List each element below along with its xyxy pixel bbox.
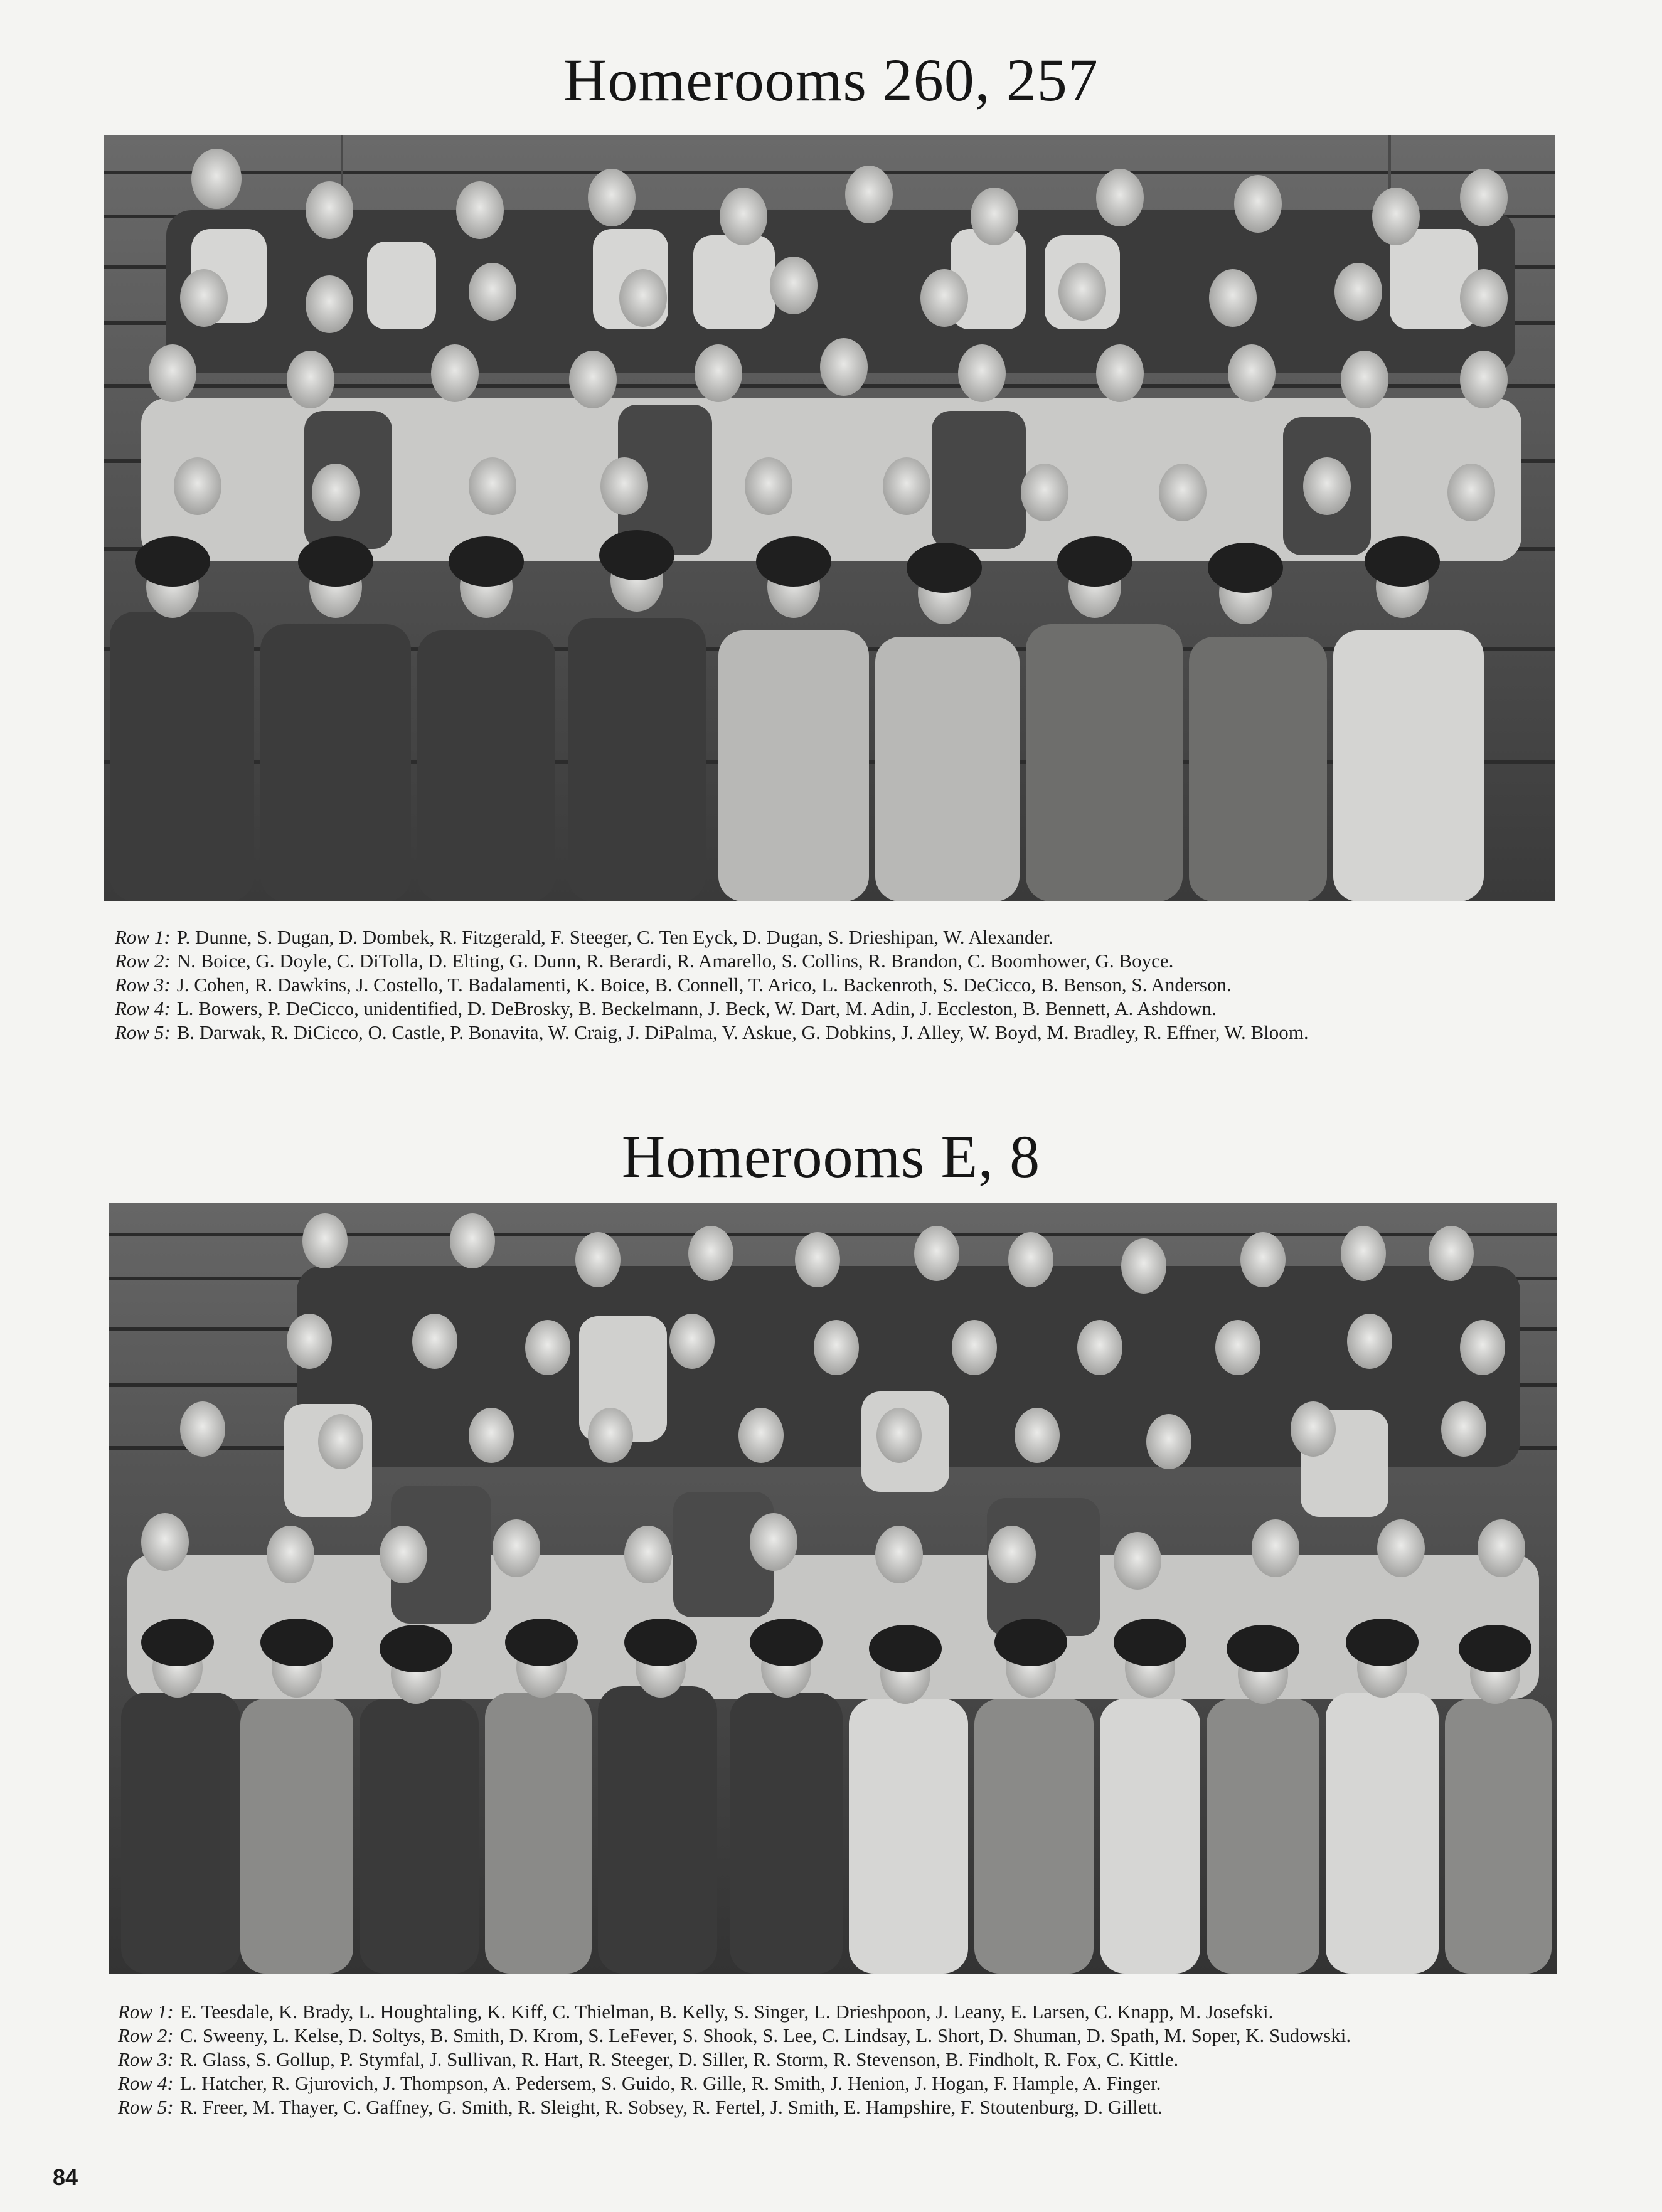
row-label: Row 3: <box>115 974 171 996</box>
photo-top-illustration <box>104 135 1555 901</box>
row-label: Row 1: <box>115 926 171 948</box>
row-label: Row 1: <box>118 2001 174 2023</box>
row-label: Row 5: <box>118 2096 174 2118</box>
row-label: Row 4: <box>115 997 171 1019</box>
caption-row <box>118 2095 1546 2119</box>
section-heading-homerooms-e-8: Homerooms E, 8 <box>621 1123 1041 1190</box>
row-label: Row 4: <box>118 2072 174 2094</box>
row-names: N. Boice, G. Doyle, C. DiTolla, D. Elting, G. Dunn, R. Berardi, R. Amarello, S. Collins, R. Brandon, C. Boomhower, G. Boyce. <box>176 950 1174 972</box>
row-label: Row 2: <box>118 2024 174 2046</box>
caption-row <box>115 925 1547 949</box>
row-names: B. Darwak, R. DiCicco, O. Castle, P. Bonavita, W. Craig, J. DiPalma, V. Askue, G. Dobkins, J. Alley, W. Boyd, M. Bradley, R. Effner, W. Bloom. <box>176 1021 1309 1043</box>
caption-row <box>118 2048 1546 2071</box>
row-names: R. Freer, M. Thayer, C. Gaffney, G. Smith, R. Sleight, R. Sobsey, R. Fertel, J. Smith, E. Hampshire, F. Stoutenburg, D. Gillett. <box>179 2096 1163 2118</box>
caption-row <box>118 2024 1546 2048</box>
caption-row <box>118 2071 1546 2095</box>
caption-row <box>115 1021 1547 1045</box>
row-names: L. Bowers, P. DeCicco, unidentified, D. DeBrosky, B. Beckelmann, J. Beck, W. Dart, M. Adin, J. Eccleston, B. Bennett, A. Ashdown. <box>176 997 1217 1019</box>
caption-homerooms-e-8 <box>118 2000 1546 2119</box>
row-label: Row 3: <box>118 2048 174 2070</box>
section-heading-homerooms-260-257: Homerooms 260, 257 <box>563 46 1099 114</box>
row-names: C. Sweeny, L. Kelse, D. Soltys, B. Smith, D. Krom, S. LeFever, S. Shook, S. Lee, C. Lindsay, L. Short, D. Shuman, D. Spath, M. Soper, K. Sudowski. <box>179 2024 1351 2046</box>
group-photo-homerooms-260-257 <box>104 135 1555 901</box>
row-names: J. Cohen, R. Dawkins, J. Costello, T. Badalamenti, K. Boice, B. Connell, T. Arico, L. Backenroth, S. DeCicco, B. Benson, S. Anderson. <box>176 974 1232 996</box>
row-names: E. Teesdale, K. Brady, L. Houghtaling, K. Kiff, C. Thielman, B. Kelly, S. Singer, L. Drieshpoon, J. Leany, E. Larsen, C. Knapp, M. Josefski. <box>179 2001 1274 2023</box>
row-names: L. Hatcher, R. Gjurovich, J. Thompson, A. Pedersem, S. Guido, R. Gille, R. Smith, J. Henion, J. Hogan, F. Hample, A. Finger. <box>179 2072 1161 2094</box>
row-label: Row 2: <box>115 950 171 972</box>
row-label: Row 5: <box>115 1021 171 1043</box>
group-photo-homerooms-e-8 <box>109 1203 1557 1974</box>
row-names: R. Glass, S. Gollup, P. Stymfal, J. Sullivan, R. Hart, R. Steeger, D. Siller, R. Storm, R. Stevenson, B. Findholt, R. Fox, C. Kittle. <box>179 2048 1179 2070</box>
caption-row <box>118 2000 1546 2024</box>
caption-row <box>115 997 1547 1021</box>
caption-homerooms-260-257 <box>115 925 1547 1045</box>
photo-bottom-illustration <box>109 1203 1557 1974</box>
row-names: P. Dunne, S. Dugan, D. Dombek, R. Fitzgerald, F. Steeger, C. Ten Eyck, D. Dugan, S. Drieshipan, W. Alexander. <box>176 926 1053 948</box>
caption-row <box>115 949 1547 973</box>
page-number: 84 <box>53 2164 78 2190</box>
caption-row <box>115 973 1547 997</box>
